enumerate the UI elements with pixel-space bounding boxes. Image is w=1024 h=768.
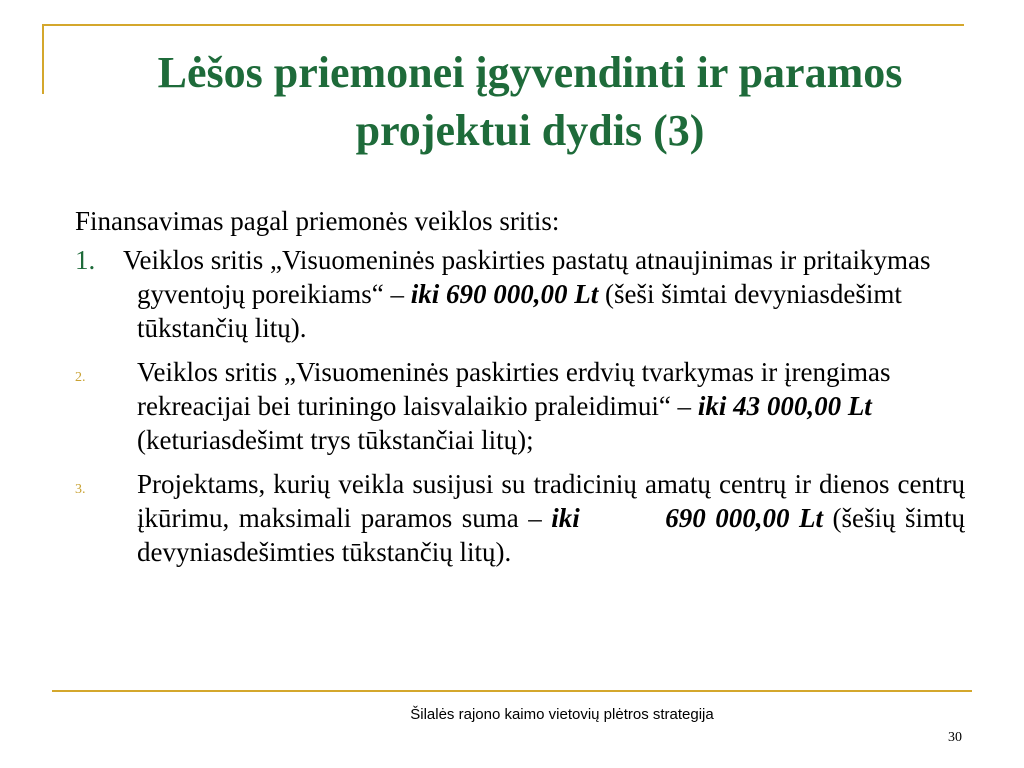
list-marker-3: 3. (75, 482, 86, 497)
list-item-3-amount: iki 690 000,00 Lt (551, 503, 823, 533)
list-item-2-words: (keturiasdešimt trys tūkstančiai litų); (137, 425, 534, 455)
slide-title (60, 44, 1000, 160)
list-item-1-words: (šeši šimtai devyniasdešimt tūkstančių litų). (137, 279, 902, 343)
list-item-3-words: (šešių šimtų devyniasdešimties tūkstančių litų). (137, 503, 965, 567)
list-marker-2: 2. (75, 370, 86, 385)
list-item-2-amount: iki 43 000,00 Lt (697, 391, 872, 421)
slide-title-line-1: Lėšos priemonei įgyvendinti ir paramos (157, 48, 903, 97)
footer-divider (52, 690, 972, 692)
list-item-2-text: Veiklos sritis „Visuomeninės paskirties erdvių tvarkymas ir įrengimas rekreacijai bei turiningo laisvalaikio praleidimui“ – (137, 357, 891, 421)
list-item-1-text: Veiklos sritis „Visuomeninės paskirties pastatų atnaujinimas ir pritaikymas gyventojų poreikiams“ – (123, 245, 931, 309)
list-item-3 (75, 467, 965, 569)
slide-title-line-2: projektui dydis (3) (355, 106, 705, 155)
top-frame-line (42, 24, 964, 26)
intro-text: Finansavimas pagal priemonės veiklos sritis: (75, 206, 560, 236)
list-item-1 (75, 243, 965, 345)
list-marker-1: 1. (75, 245, 96, 275)
slide-body (75, 204, 965, 579)
list-item-1-amount: iki 690 000,00 Lt (410, 279, 599, 309)
list-item-2 (75, 355, 965, 457)
footer-text: Šilalės rajono kaimo vietovių plėtros strategija (410, 706, 714, 723)
left-frame-line (42, 24, 44, 94)
list-item-3-text: Projektams, kurių veikla susijusi su tradicinių amatų centrų ir dienos centrų įkūrimu, maksimali paramos suma – (137, 469, 965, 533)
page-number: 30 (948, 730, 962, 745)
